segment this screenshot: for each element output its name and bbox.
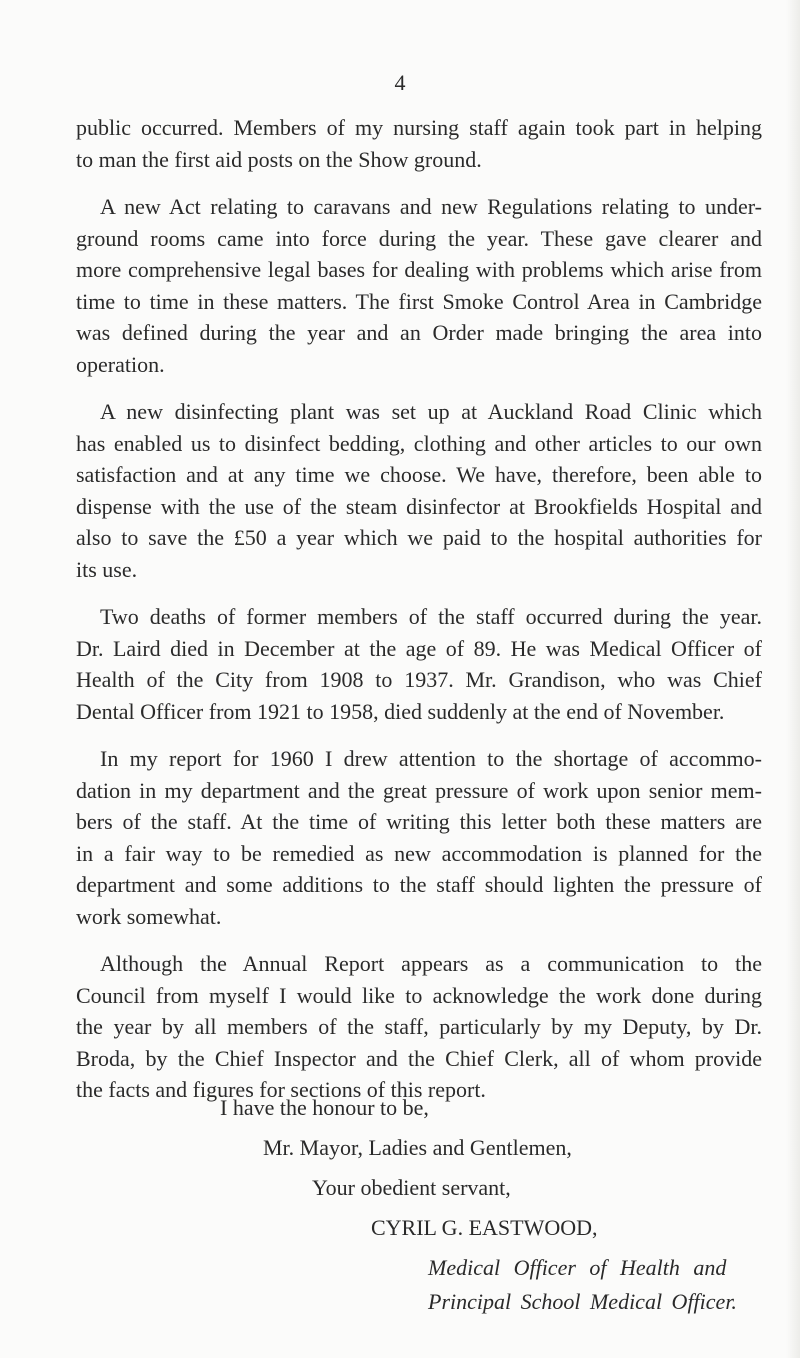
text-line: was defined during the year and an Order made bringing the area into (76, 320, 762, 345)
text-line: to man the first aid posts on the Show ground. (76, 146, 482, 172)
text-line: its use. (76, 556, 138, 582)
paragraph-disinfecting-plant (76, 396, 762, 585)
text-line: public occurred. Members of my nursing staff again took part in helping (76, 115, 762, 140)
letter-body (76, 112, 762, 1122)
text-line: Health of the City from 1908 to 1937. Mr. Grandison, who was Chief (76, 667, 762, 692)
text-line: operation. (76, 351, 165, 377)
text-line: dispense with the use of the steam disinfector at Brookfields Hospital and (76, 493, 762, 519)
text-line: Two deaths of former members of the staff occurred during the year. (100, 604, 762, 629)
text-line: Council from myself I would like to acknowledge the work done during (76, 982, 762, 1008)
paragraph-caravans-act (76, 191, 762, 380)
text-line: has enabled us to disinfect bedding, clothing and other articles to our own (76, 430, 762, 456)
text-line: ground rooms came into force during the year. These gave clearer and (76, 225, 762, 251)
paragraph-staff-deaths (76, 601, 762, 727)
text-line: Dr. Laird died in December at the age of 89. He was Medical Officer of (76, 635, 762, 661)
signatory-title-line-2: Principal School Medical Officer. (428, 1289, 737, 1314)
page-number: 4 (394, 70, 406, 95)
text-line: work somewhat. (76, 903, 222, 929)
paragraph-accommodation (76, 743, 762, 932)
text-line: department and some additions to the staff should lighten the pressure of (76, 872, 762, 897)
signatory-title-line-1: Medical Officer of Health and (428, 1255, 727, 1280)
text-line: bers of the staff. At the time of writing this letter both these matters are (76, 809, 762, 834)
text-line: In my report for 1960 I drew attention to the shortage of accommo- (100, 746, 762, 771)
text-line: the year by all members of the staff, particularly by my Deputy, by Dr. (76, 1014, 762, 1039)
closing-honour: I have the honour to be, (220, 1095, 429, 1120)
paragraph-show-ground (76, 112, 762, 175)
text-line: dation in my department and the great pressure of work upon senior mem- (76, 777, 762, 803)
text-line: Dental Officer from 1921 to 1958, died suddenly at the end of November. (76, 698, 725, 724)
closing-salutation: Mr. Mayor, Ladies and Gentlemen, (263, 1135, 572, 1160)
signatory-name: CYRIL G. EASTWOOD, (371, 1215, 598, 1240)
text-line: time to time in these matters. The first Smoke Control Area in Cambridge (76, 288, 762, 314)
text-line: A new disinfecting plant was set up at Auckland Road Clinic which (100, 399, 762, 424)
paragraph-acknowledgement (76, 948, 762, 1106)
text-line: Broda, by the Chief Inspector and the Chief Clerk, all of whom provide (76, 1045, 762, 1071)
text-line: satisfaction and at any time we choose. We have, therefore, been able to (76, 462, 762, 487)
page-edge-shadow (786, 0, 800, 1358)
text-line: also to save the £50 a year which we paid to the hospital authorities for (76, 525, 762, 550)
text-line: A new Act relating to caravans and new Regulations relating to under- (100, 194, 762, 219)
text-line: Although the Annual Report appears as a communication to the (100, 951, 762, 976)
text-line: more comprehensive legal bases for dealing with problems which arise from (76, 257, 762, 282)
closing-servant: Your obedient servant, (312, 1175, 511, 1200)
text-line: the facts and figures for sections of this report. (76, 1077, 486, 1102)
text-line: in a fair way to be remedied as new accommodation is planned for the (76, 840, 762, 866)
